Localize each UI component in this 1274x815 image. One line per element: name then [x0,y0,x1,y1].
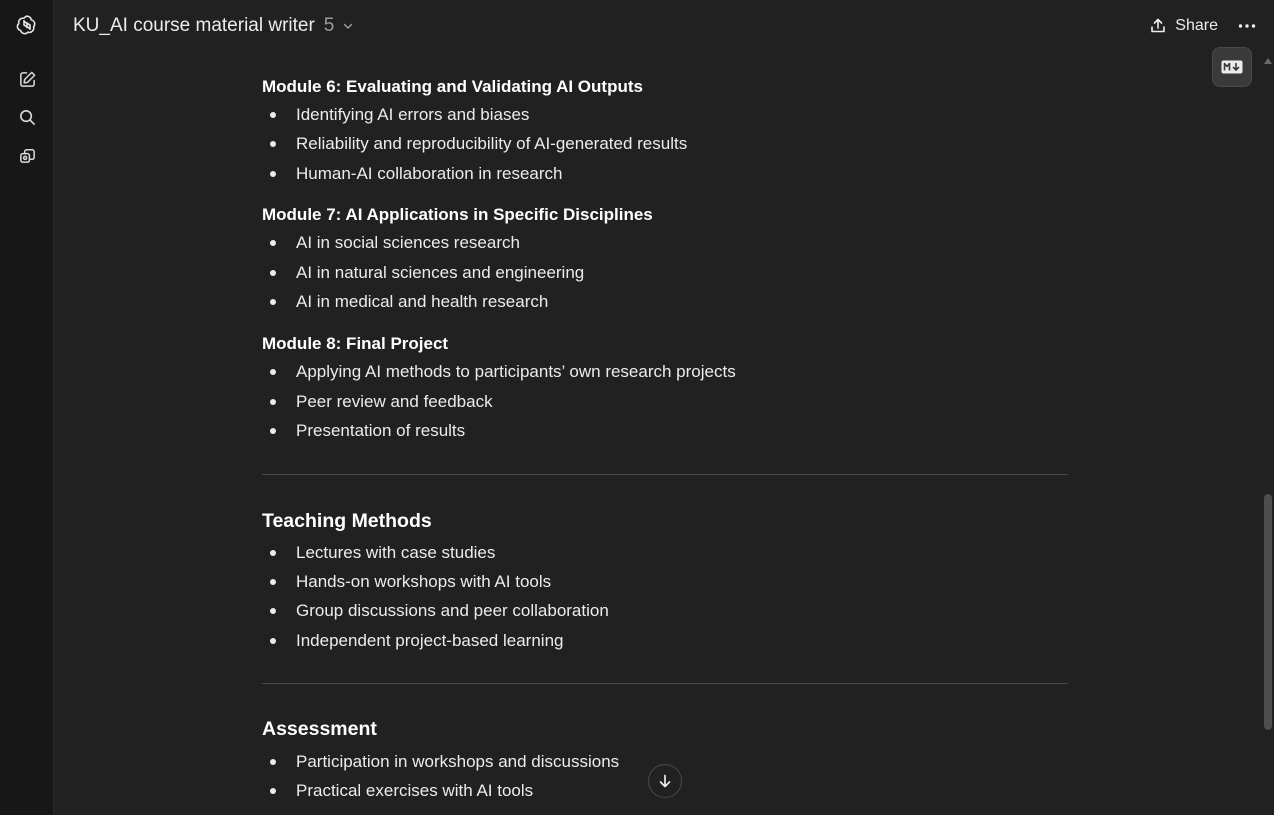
gpts-icon[interactable] [14,142,40,168]
list-item: Applying AI methods to participants’ own research projects [262,357,1068,386]
scroll-to-bottom-button[interactable] [648,764,682,798]
teaching-methods-section [262,506,1068,656]
module-8-section [262,331,1068,445]
scrollbar-thumb[interactable] [1264,494,1272,730]
sidebar-rail [0,0,54,815]
chevron-down-icon [342,20,354,32]
list-item: Practical exercises with AI tools [262,776,1068,805]
page-title: KU_AI course material writer [73,15,315,36]
teaching-methods-list [262,538,1068,656]
list-item: Human-AI collaboration in research [262,159,1068,188]
list-item: Presentation of results [262,416,1068,445]
search-icon[interactable] [14,104,40,130]
openai-logo-icon[interactable] [14,12,40,38]
module-title: Module 6: Evaluating and Validating AI Outputs [262,77,643,96]
module-6-section [262,74,1068,188]
module-items-list [262,228,1068,316]
arrow-down-icon [657,773,673,789]
new-chat-icon[interactable] [14,66,40,92]
module-items-list [262,100,1068,188]
list-item: AI in natural sciences and engineering [262,258,1068,287]
model-title-button[interactable] [73,13,354,39]
list-item: Identifying AI errors and biases [262,100,1068,129]
list-item: AI in medical and health research [262,287,1068,316]
list-item: AI in social sciences research [262,228,1068,257]
ellipsis-icon [1238,23,1256,29]
more-options-button[interactable] [1236,14,1258,38]
list-item: Group discussions and peer collaboration [262,596,1068,625]
markdown-icon [1221,60,1243,74]
list-item: Independent project-based learning [262,626,1068,655]
document-content [262,74,1068,806]
share-icon [1149,17,1167,35]
module-items-list [262,357,1068,445]
header-bar [54,0,1274,52]
list-item: Reliability and reproducibility of AI-generated results [262,129,1068,158]
list-item: Participation in workshops and discussions [262,747,1068,776]
list-item: Hands-on workshops with AI tools [262,567,1068,596]
module-title: Module 7: AI Applications in Specific Disciplines [262,205,653,225]
module-7-section [262,202,1068,316]
scroll-up-arrow-icon[interactable] [1262,57,1274,65]
section-heading: Teaching Methods [262,509,432,532]
module-title: Module 8: Final Project [262,334,449,354]
share-button[interactable] [1149,14,1218,38]
share-label: Share [1175,17,1218,34]
markdown-toggle-button[interactable] [1212,47,1252,87]
version-label: 5 [323,15,335,36]
section-heading: Assessment [262,718,377,741]
list-item: Lectures with case studies [262,538,1068,567]
list-item: Peer review and feedback [262,387,1068,416]
